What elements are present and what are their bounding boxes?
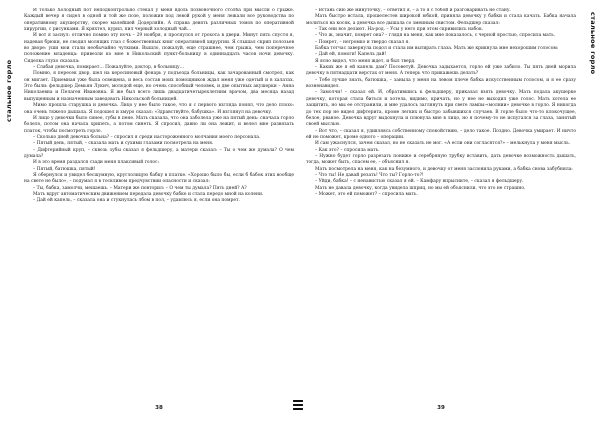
menu-icon[interactable] <box>291 399 305 411</box>
menu-icon-bar <box>293 400 303 402</box>
paragraph: Мимо прошла старушка и девочка. Лицо у нее было такое, что я с первого взгляда понял, что дело плохо: она очень тяжело дышала. Я подошел и хмуро сказал: «Здравствуйте, бабушка». И взглянул на девочку. <box>24 103 294 115</box>
paragraph: – Дай ей, помоги! Капель дай! <box>315 52 387 58</box>
paragraph: И в это время раздался сзади меня плаксивый голос: <box>33 160 160 166</box>
paragraph: – Помрет, – негромко и твердо сказал я. <box>315 39 410 45</box>
paragraph: Я обернулся и увидел бесшумную, круглолицую бабку в платке. «Хорошо было бы, если б бабок этих вообще на свете не было», – подумал я в тоскливом предчувствии опасности и сказал: <box>24 172 294 185</box>
paragraph: – Каких же я ей капель дам? Посоветуй. Девочка задыхается, горло ей уже забило. Ты пять дней морила девочку в пятнадцати верстах от меня. А теперь что прикажешь делать? <box>306 65 576 77</box>
paragraph: – Ты, бабка, замолчи, мешаешь. – Матери же повторил: – О чем ты думала? Пять дней? А? <box>33 185 247 191</box>
paragraph: – Пятый, батюшка, пятый! <box>33 166 96 172</box>
menu-icon-bar <box>293 404 303 406</box>
paragraph: И лицо у девочки было синее, губы в пене. Мать сказала, что она заболела уже на пятый день: сначала горло болело, потом она начала хрипеть, а потом синеть. Я спросил, давно ли она лежит, и велел мне развязать платок, чтобы посмотреть горло. <box>24 115 294 134</box>
paragraph: – Нужно будет горло разрезать пониже и серебряную трубку вставить, дать девочке возможность дышать, тогда, может быть, спасем ее, – объяснил я. <box>306 153 576 166</box>
paragraph: Мать посмотрела на меня, как на безумного, и девочку от меня заслонила руками, а бабка снова забубнила: <box>315 166 573 172</box>
paragraph: – Дифтерийный круп, – сквозь зубы сказал я фельдшеру, а матери сказал: – Ты о чем же думала? О чем думала? <box>24 147 294 159</box>
paragraph: – Тебе лучше знать, батюшка, – заныла у меня на левом плече бабка искусственным голосом, и я ее сразу возненавидел. <box>306 77 576 90</box>
paragraph: Мать быстро встала, прошелестев широкой юбкой, приняла девочку у бабки и стала качать. Бабка начала молиться на косяк, а девочка все дышала со змеиным свистом. Фельдшер сказал: <box>306 14 576 26</box>
paragraph: – Уйди, бабка! – с ненавистью сказал я ей. – Камфару впрысните, – сказал я фельдшеру. <box>315 179 524 185</box>
paragraph: И сам ужаснулся, зачем сказал, но не сказать не мог. «А если они согласятся?» – мелькнула у меня мысль. <box>315 141 571 147</box>
paragraph: – Замолчи! – сказал ей. И, обратившись к фельдшеру, приказал взять девочку. Мать подала акушерке девочку, которая стала биться и хотела, видимо, кричать, но у нее не выходил уже голос. Мать хотела ее защитить, но мы ее отстранили, и мне удалось заглянуть при свете лампы-«молнии» девочке в горло. Я никогда до тех пор не видел дифтерита, кроме легких и быстро забывшихся случаев. В горле было что-то клокочущее, белое, рваное. Девочка вдруг выдохнула и плюнула мне в лицо, но я почему-то не испугался за глаза, занятый своей мыслью. <box>306 90 576 128</box>
paragraph: – Сколько дней девочка больна? – спросил я среди настороженного молчания моего персонала. <box>33 134 261 140</box>
menu-icon-bar <box>293 408 303 410</box>
paragraph: И вот я заснул: отлично помню эту ночь – 29 ноября, я проснулся от грохота в двери. Минут пять спустя я, надевая брюки, не сводил молящих глаз с божественных книг оперативной хирургии. Я слышал скрип полозьев во дворе: уши мои стали необычайно чуткими. Вышло, пожалуй, еще страшнее, чем грыжа, чем поперечное положение младенца: привезли ко мне в Никольский пункт-больницу в одиннадцать часов ночи девочку. Сиделка глухо сказала: <box>24 33 294 64</box>
paragraph: Мать вдруг автоматическим движением передала девочку бабке и стала передо мной на колени. <box>33 191 264 197</box>
paragraph: – Пятый день, пятый, – сказала мать и сухими глазами посмотрела на меня. <box>33 141 214 147</box>
paragraph: – Что ты! Не давай резать! Что ты? Горло-то?! <box>315 172 424 178</box>
right-page <box>306 8 576 398</box>
paragraph: – Встань сию же минуточку, – ответил я, – а то я с тобой и разговаривать не стану. <box>315 8 511 13</box>
paragraph: Бабка тотчас завернула подол и стала им вытирать глаза. Мать же крикнула мне нехорошим голосом: <box>315 46 559 52</box>
running-title-right: стальное горло <box>589 12 597 75</box>
left-page-text <box>24 8 294 205</box>
paragraph: Помню, я пересек двор, шел на керосиновый фонарь у подъезда больницы, как зачарованный смотрел, как он мигает. Приемная уже была освещена, и весь состав моих помощников ждал меня уже одетый и в халатах. Это были: фельдшер Демьян Лукич, молодой еще, но очень способный человек, и две опытных акушерки – Анна Николаевна и Пелагея Ивановна. Я же был всего лишь двадцатичетырехлетним врачом, два месяца назад выпущенным и назначенным заведовать Никольской больницей. <box>24 71 294 102</box>
left-page <box>24 8 294 398</box>
paragraph: Я ясно видел, что меня ждет, и был тверд. <box>315 58 416 64</box>
page-number-right: 39 <box>437 405 445 411</box>
page-number-left: 38 <box>155 405 163 411</box>
paragraph: – Как это? – спросила мать. <box>315 147 380 153</box>
paragraph: И только Холодный пот неподконтрольно стекал у меня вдоль позвоночного столба при мысли о грыже. Каждый вечер я сидел в одной и той же позе, положив под левой рукой у меня лежали все руководства по оперативному акушерству, скорее малейшей Додерляйн. А справа девять различных томов по оперативной хирургии, с рисунками. Я кряхтел, курил, пил черный холодный чай... <box>24 8 294 33</box>
paragraph: Мать не давала девочку, когда увидела шприц, но мы ей объяснили, что это не страшно. <box>315 185 526 191</box>
paragraph: – Вот что, – сказал я, удивляясь собственному спокойствию, – дело такое. Поздно. Девочка умирает. И ничто ей не поможет, кроме одного – операции. <box>306 128 576 140</box>
paragraph: – Слабая девочка, помирает… Пожалуйте, доктор, в больницу… <box>33 65 185 71</box>
right-page-text <box>306 8 576 198</box>
running-title-left: стальное горло <box>5 59 13 122</box>
paragraph: – Может, это ей поможет? – спросила мать. <box>315 191 418 197</box>
paragraph: – Что ж, значит, помрет она? – глядя на меня, как мне показалось, с черной яростью, спросила мать. <box>315 33 556 39</box>
paragraph: – Так они все делают. На-род. – Усы у него при этом скривились набок. <box>315 27 484 33</box>
paragraph: – Дай ей капель, – сказала она и стукнулась лбом в пол, – удавлюсь я, если она помрет. <box>33 198 240 204</box>
